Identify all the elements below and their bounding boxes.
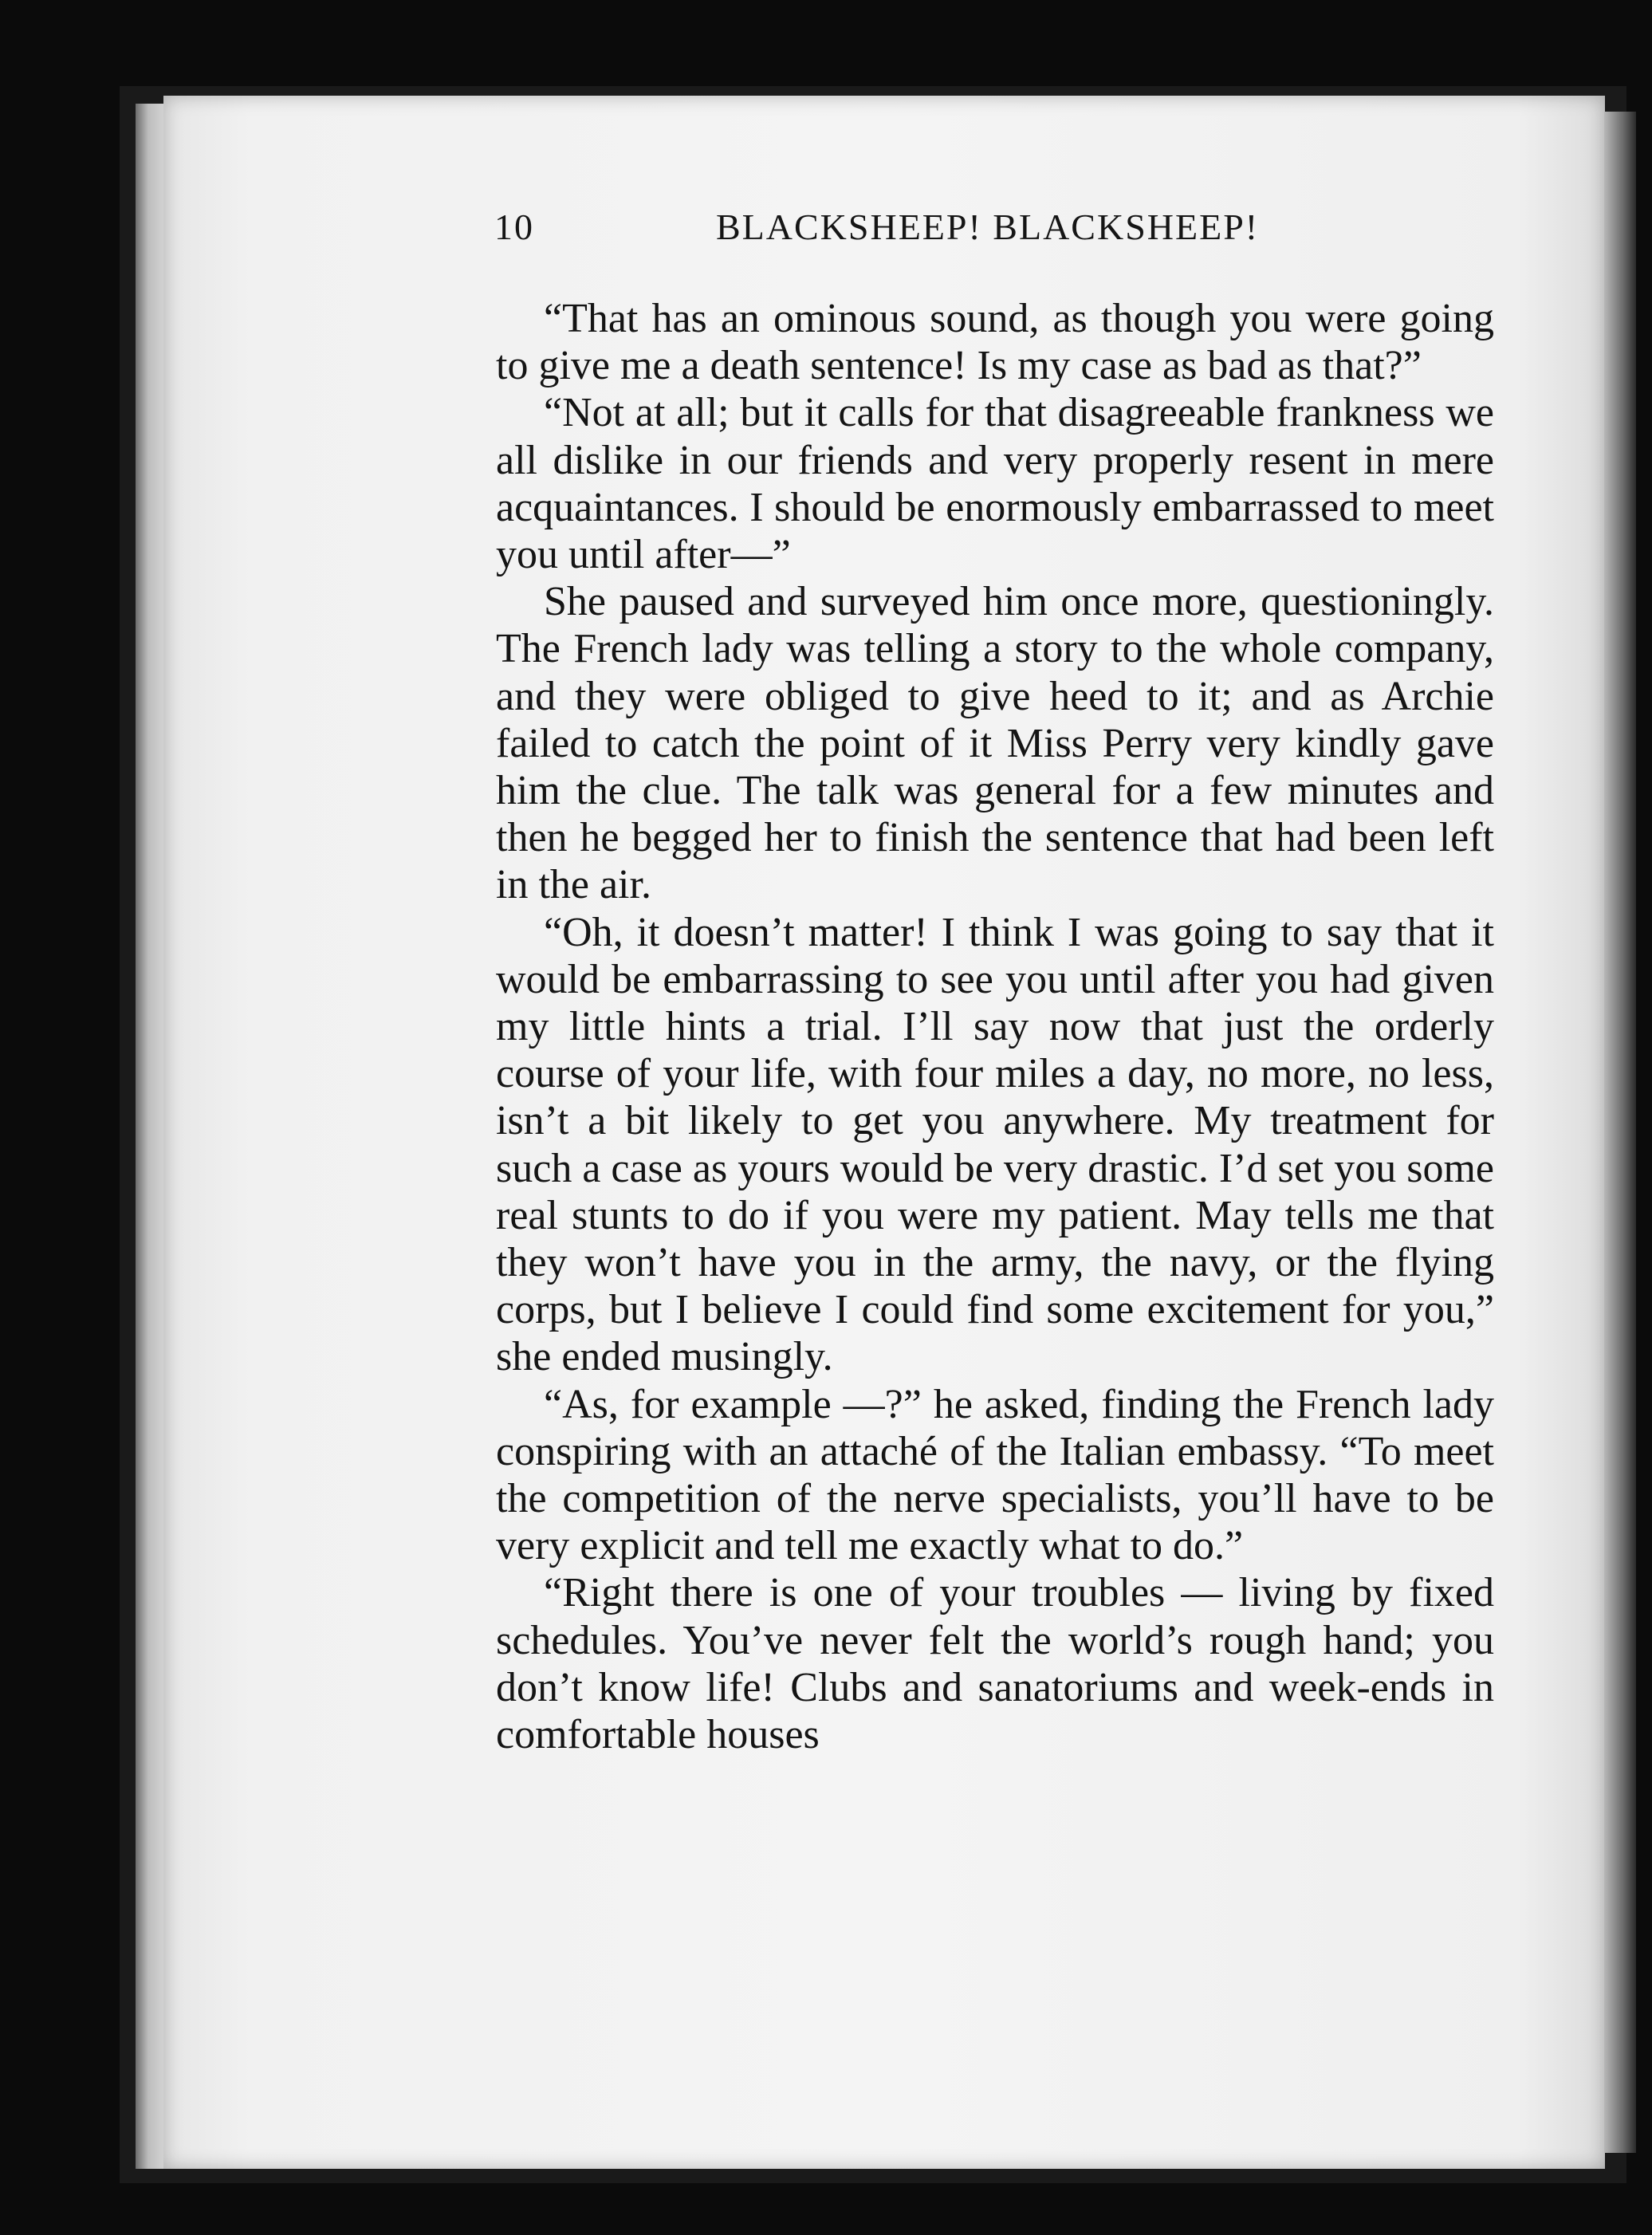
- page-header: [494, 206, 1491, 262]
- paragraph: “Oh, it doesn’t matter! I think I was going to say that it would be embarrassing to see you until after you had given my little hints a trial. I’ll say now that just the orderly course of your life, with four miles a day, no more, no less, isn’t a bit likely to get you anywhere. My treatment for such a case as yours would be very drastic. I’d set you some real stunts to do if you were my patient. May tells me that they won’t have you in the army, the navy, or the flying corps, but I believe I could find some excitement for you,” she ended musingly.: [496, 909, 1494, 1380]
- paragraph: “As, for example —?” he asked, finding the French lady conspiring with an attaché of the Italian embassy. “To meet the competition of the nerve specialists, you’ll have to be very explicit and tell me exactly what to do.”: [496, 1381, 1494, 1569]
- book-fore-edge: [1604, 112, 1636, 2153]
- paragraph: She paused and surveyed him once more, questioningly. The French lady was telling a story to the whole company, and they were obliged to give heed to it; and as Archie failed to catch the point of it Miss Perry very kindly gave him the clue. The talk was general for a few minutes and then he begged her to finish the sentence that had been left in the air.: [496, 579, 1494, 908]
- paragraph: “Right there is one of your troubles — living by fixed schedules. You’ve never felt the world’s rough hand; you don’t know life! Clubs and sanatoriums and week-ends in comfortable houses: [496, 1570, 1494, 1758]
- paragraph: “That has an ominous sound, as though you were going to give me a death sentence! Is my case as bad as that?”: [496, 296, 1494, 389]
- running-head: BLACKSHEEP! BLACKSHEEP!: [716, 207, 1260, 247]
- book-gutter-edge: [136, 104, 167, 2169]
- body-text: [496, 295, 1494, 1758]
- page-number: 10: [494, 207, 534, 247]
- paragraph: “Not at all; but it calls for that disagreeable frankness we all dislike in our friends and very properly resent in mere acquaintances. I should be enormously embarrassed to meet you until after—”: [496, 390, 1494, 578]
